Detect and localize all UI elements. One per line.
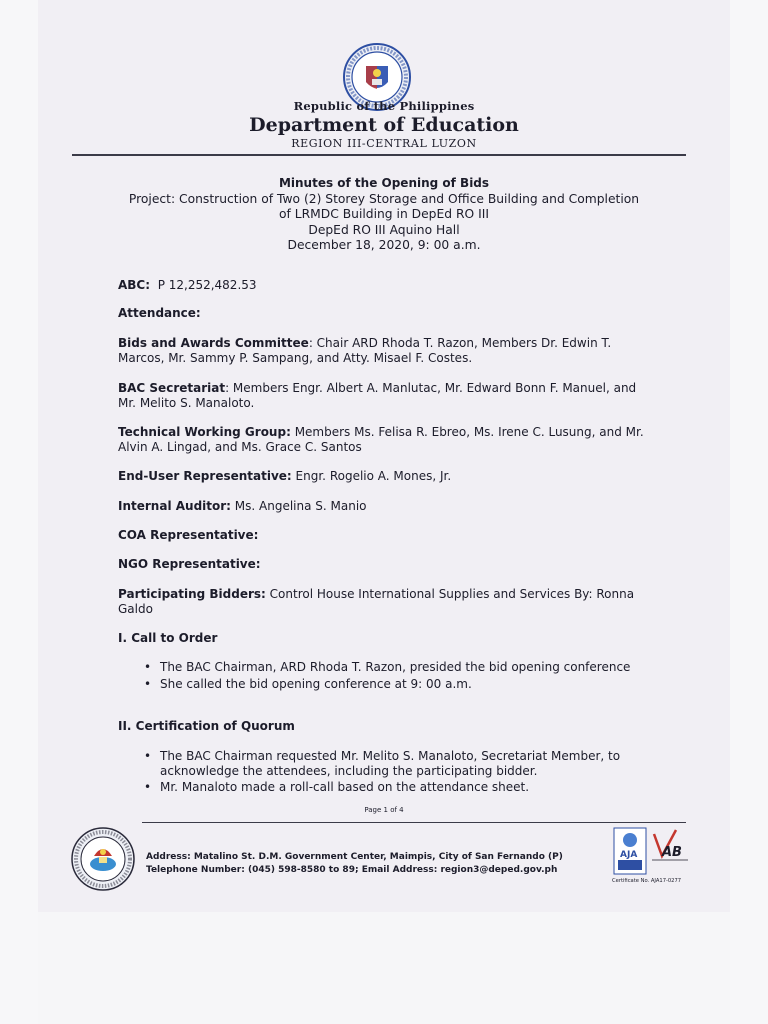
abc-value: P 12,252,482.53 [157, 278, 257, 292]
twg-text: Members Ms. Felisa R. Ebreo, Ms. Irene C. Lusung, and Mr. Alvin A. Lingad, and Ms. Grace C. Santos [118, 425, 644, 454]
end-user-label: End-User Representative: [118, 469, 292, 483]
bullet-icon: • [144, 749, 152, 763]
address-line [146, 851, 563, 864]
list-item [140, 780, 650, 795]
bullet-icon: • [144, 660, 152, 674]
contact-line [146, 864, 563, 877]
section-heading-quorum: II. Certification of Quorum [118, 719, 295, 733]
list-item-text: She called the bid opening conference at 9: 00 a.m. [160, 676, 472, 691]
jab-logo-text: AB [662, 845, 682, 860]
ngo-label: NGO Representative: [118, 557, 261, 571]
end-user-text: Engr. Rogelio A. Mones, Jr. [291, 469, 452, 483]
deped-footer-seal-icon [70, 826, 136, 892]
secretariat-text: : Members Engr. Albert A. Manlutac, Mr. Edward Bonn F. Manuel, and Mr. Melito S. Manaloto. [118, 381, 637, 410]
coa-rep [118, 528, 648, 543]
bac-label: Bids and Awards Committee [118, 336, 309, 350]
section-heading-call-to-order: I. Call to Order [118, 631, 218, 645]
participating-bidders [118, 587, 648, 617]
bullet-icon: • [144, 676, 152, 691]
quorum-list [140, 749, 650, 797]
secretariat-members [118, 381, 648, 411]
bac-members [118, 336, 648, 366]
project-line-2: of LRMDC Building in DepEd RO III [279, 207, 489, 221]
internal-auditor [118, 499, 648, 514]
document-heading [0, 176, 768, 254]
certificate-number: Certificate No. AJA17-0277 [612, 878, 682, 884]
call-to-order-list [140, 660, 650, 693]
footer-contact [146, 851, 563, 876]
twg-label: Technical Working Group: [118, 425, 291, 439]
abc-label: ABC: [118, 278, 151, 292]
meeting-date: December 18, 2020, 9: 00 a.m. [287, 238, 481, 252]
footer-divider [142, 822, 686, 823]
certification-logos-icon [612, 826, 690, 878]
address-label: Address: [146, 852, 191, 862]
list-item-text: The BAC Chairman, ARD Rhoda T. Razon, presided the bid opening conference [160, 660, 631, 674]
auditor-label: Internal Auditor: [118, 499, 231, 513]
aja-logo-text: AJA [620, 850, 638, 860]
coa-label: COA Representative: [118, 528, 259, 542]
end-user-rep [118, 469, 648, 484]
email-value: region3@deped.gov.ph [437, 864, 558, 875]
ngo-rep [118, 557, 648, 572]
department-name: Department of Education [249, 114, 519, 136]
bidders-text: Control House International Supplies and Services By: Ronna Galdo [118, 587, 635, 616]
document-title: Minutes of the Opening of Bids [278, 176, 490, 190]
header-divider [72, 154, 686, 156]
page-margin-bottom [38, 912, 730, 1024]
secretariat-label: BAC Secretariat [118, 381, 226, 395]
twg-members [118, 425, 648, 455]
list-item-text: Mr. Manaloto made a roll-call based on the attendance sheet. [160, 780, 530, 794]
email-label: Email Address: [358, 864, 438, 875]
bullet-icon: • [144, 780, 152, 794]
region-name: REGION III-CENTRAL LUZON [291, 137, 477, 150]
page-number: Page 1 of 4 [364, 806, 404, 814]
list-item-text: The BAC Chairman requested Mr. Melito S. Manaloto, Secretariat Member, to acknowledge the attendees, including the participating bidder. [160, 749, 621, 778]
phone-value: (045) 598-8580 to 89; [244, 864, 359, 875]
phone-label: Telephone Number: [146, 864, 245, 875]
address-value: Matalino St. D.M. Government Center, Maimpis, City of San Fernando (P) [190, 852, 563, 862]
attendance-heading: Attendance: [118, 306, 201, 320]
bidders-label: Participating Bidders: [118, 587, 266, 601]
venue: DepEd RO III Aquino Hall [308, 222, 460, 237]
list-item [140, 749, 650, 778]
abc-line [118, 278, 648, 293]
republic-line: Republic of the Philippines [293, 99, 475, 113]
list-item [140, 677, 650, 692]
bac-text: : Chair ARD Rhoda T. Razon, Members Dr. Edwin T. Marcos, Mr. Sammy P. Sampang, and Atty. Misael F. Costes. [118, 336, 612, 365]
project-line-1: Project: Construction of Two (2) Storey Storage and Office Building and Completion [128, 191, 640, 206]
auditor-text: Ms. Angelina S. Manio [230, 499, 367, 513]
list-item [140, 660, 650, 675]
